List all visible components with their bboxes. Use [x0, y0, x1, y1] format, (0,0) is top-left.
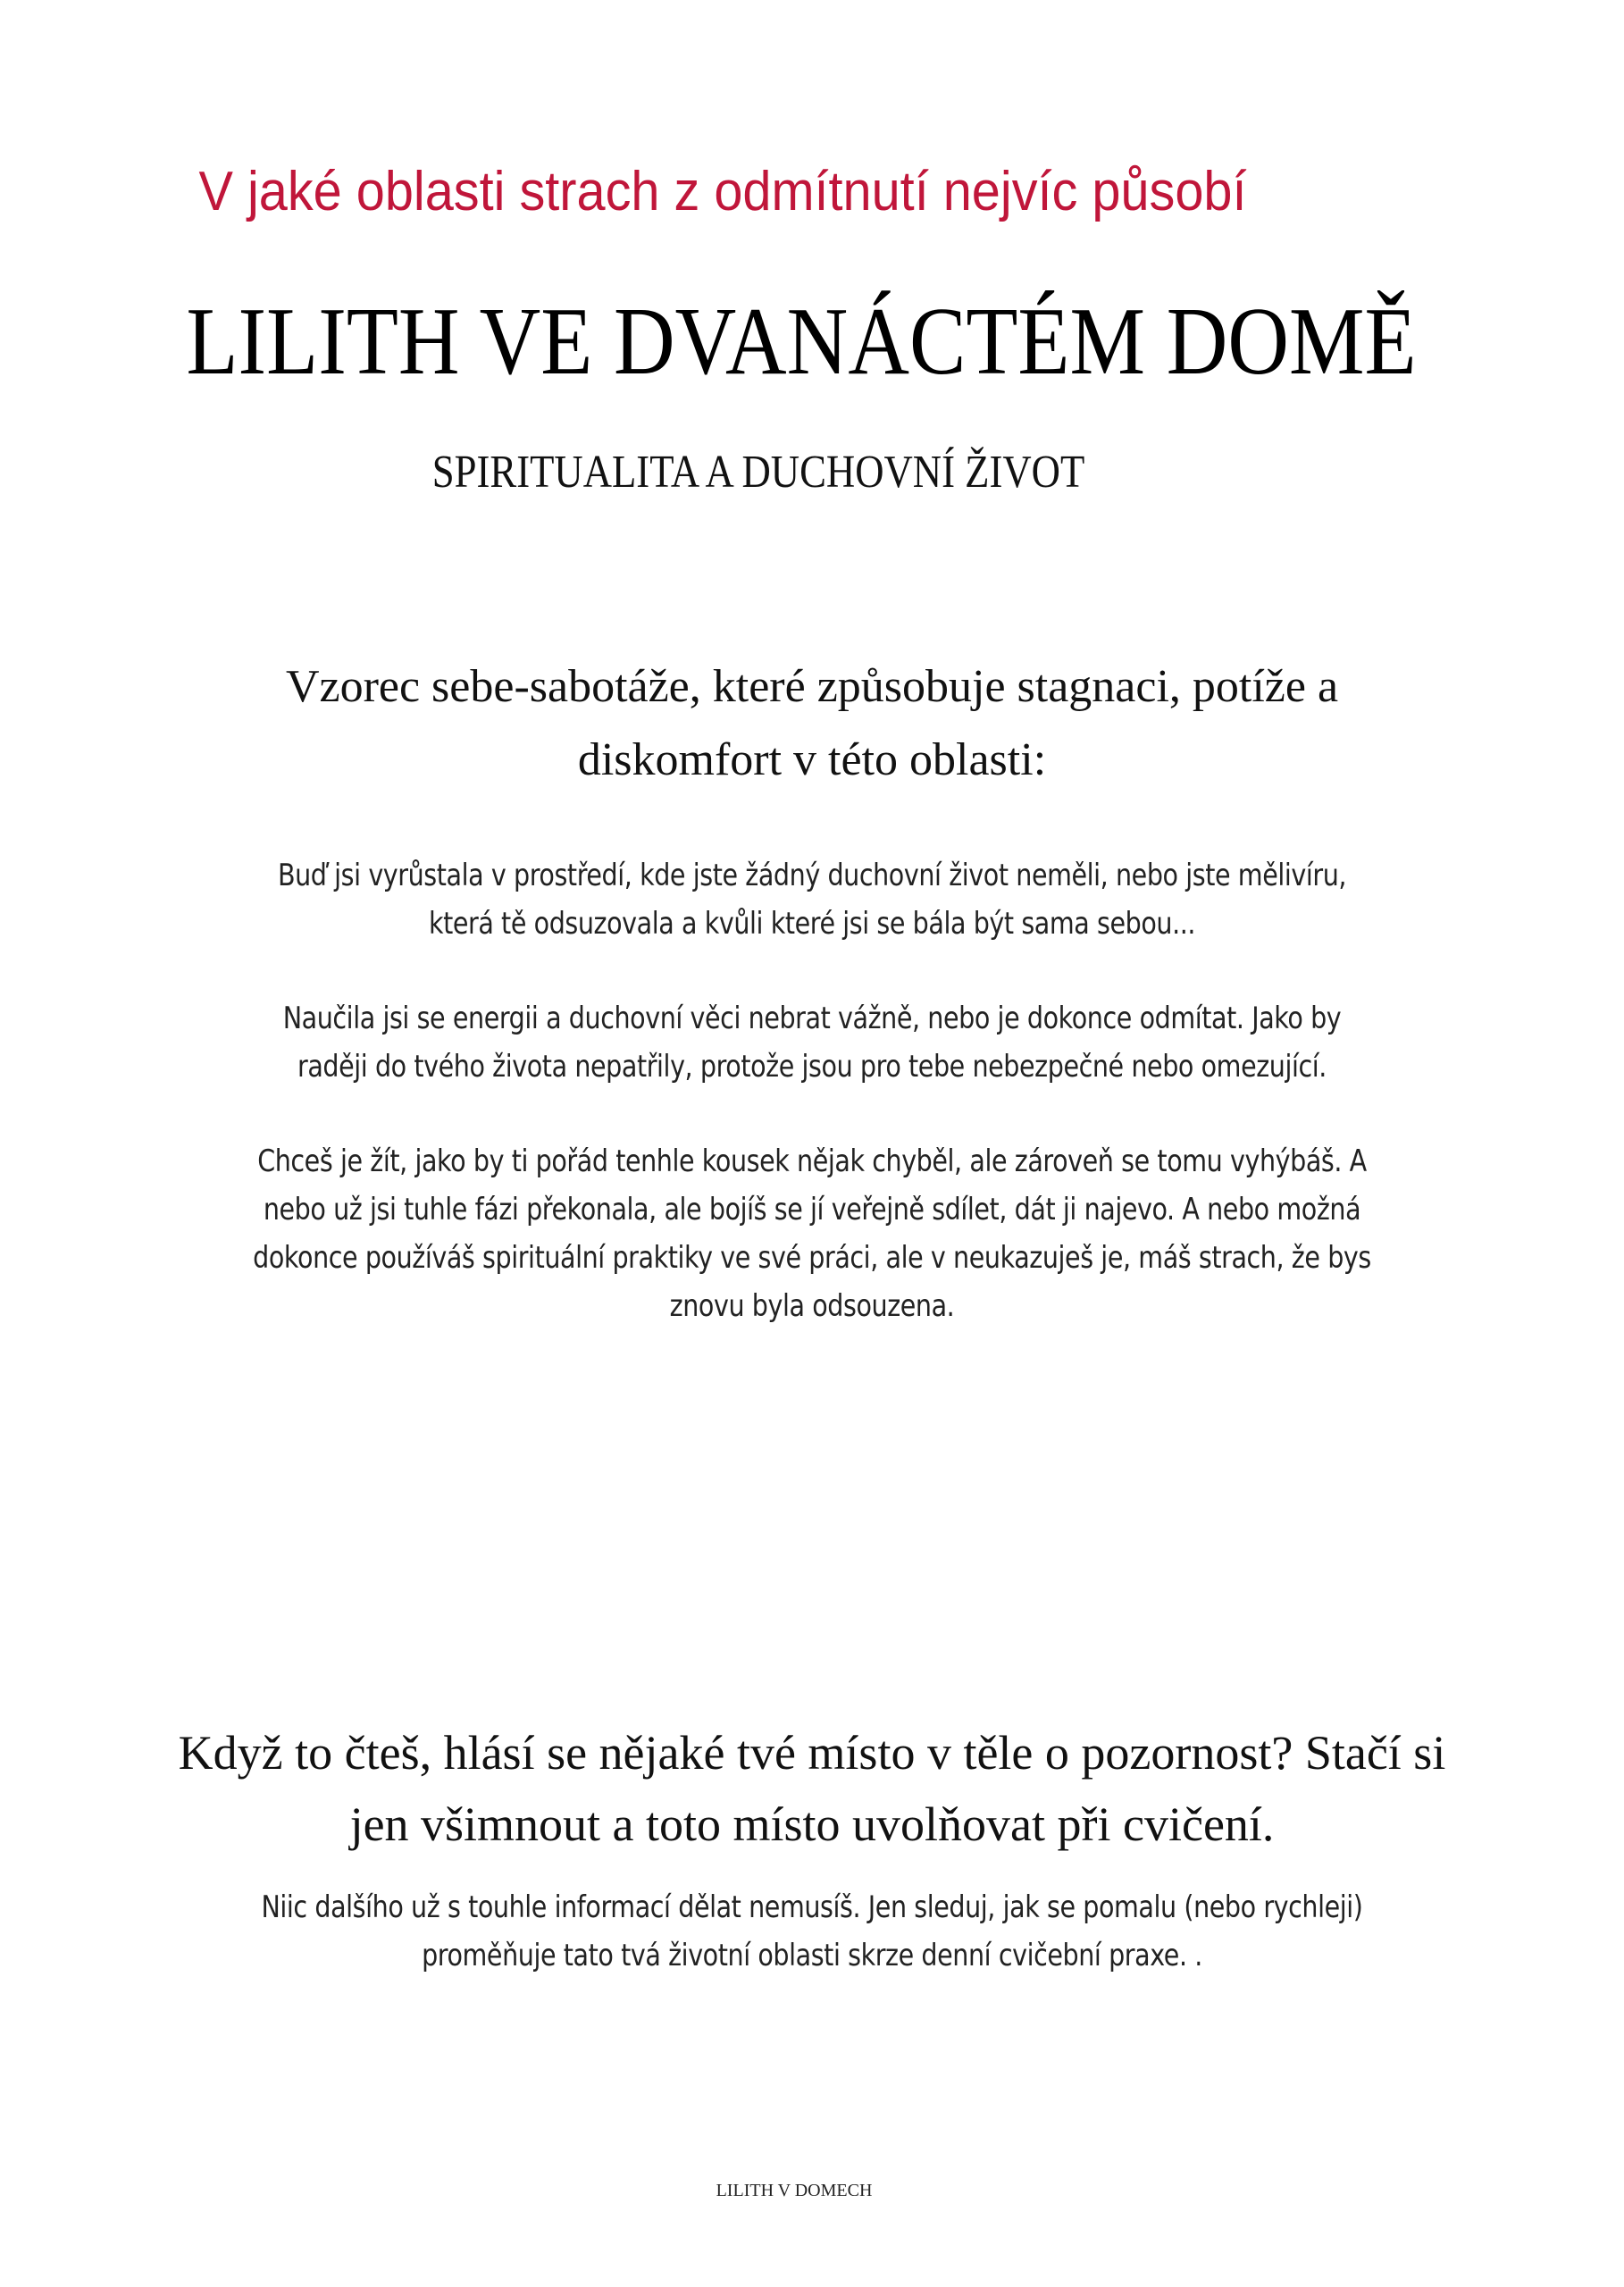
paragraph-line: znovu byla odsouzena. — [669, 1288, 955, 1324]
paragraph-line: raději do tvého života nepatřily, protože jsou pro tebe nebezpečné nebo omezující. — [297, 1049, 1327, 1085]
body-awareness-heading — [0, 1717, 1624, 1860]
paragraph-line: Naučila jsi se energii a duchovní věci nebrat vážně, nebo je dokonce odmítat. Jako by — [282, 1001, 1342, 1036]
paragraph-avoidance — [130, 1137, 1494, 1330]
pattern-section-heading — [0, 650, 1624, 797]
heading-line: Když to čteš, hlásí se nějaké tvé místo v těle o pozornost? Stačí si — [178, 1726, 1446, 1780]
kicker-heading: V jaké oblasti strach z odmítnutí nejvíc působí — [198, 161, 1247, 222]
paragraph-rejection — [130, 994, 1494, 1091]
heading-line: Vzorec sebe-sabotáže, které způsobuje stagnaci, potíže a — [285, 661, 1339, 712]
page-footer: LILITH V DOMECH — [716, 2181, 873, 2200]
paragraph-line: Buď jsi vyrůstala v prostředí, kde jste žádný duchovní život neměli, nebo jste mělivíru, — [277, 858, 1347, 893]
paragraph-line: Niic dalšího už s touhle informací dělat nemusíš. Jen sleduj, jak se pomalu (nebo rychleji) — [261, 1889, 1363, 1925]
page-title: LILITH VE DVANÁCTÉM DOMĚ — [186, 289, 1417, 395]
paragraph-line: dokonce používáš spirituální praktiky ve své práci, ale v neukazuješ je, máš strach, že bys — [253, 1240, 1371, 1276]
paragraph-practice — [130, 1883, 1494, 1980]
paragraph-upbringing — [130, 851, 1494, 948]
paragraph-line: nebo už jsi tuhle fázi překonala, ale bojíš se jí veřejně sdílet, dát ji najevo. A nebo možná — [263, 1192, 1361, 1227]
heading-line: jen všimnout a toto místo uvolňovat při cvičení. — [349, 1797, 1275, 1851]
paragraph-line: Chceš je žít, jako by ti pořád tenhle kousek nějak chyběl, ale zároveň se tomu vyhýbáš. A — [257, 1144, 1367, 1179]
heading-line: diskomfort v této oblasti: — [577, 734, 1047, 785]
paragraph-line: která tě odsuzovala a kvůli které jsi se bála být sama sebou... — [428, 906, 1196, 942]
page-subtitle: SPIRITUALITA A DUCHOVNÍ ŽIVOT — [431, 447, 1085, 498]
paragraph-line: proměňuje tato tvá životní oblasti skrze denní cvičební praxe. . — [422, 1938, 1202, 1973]
